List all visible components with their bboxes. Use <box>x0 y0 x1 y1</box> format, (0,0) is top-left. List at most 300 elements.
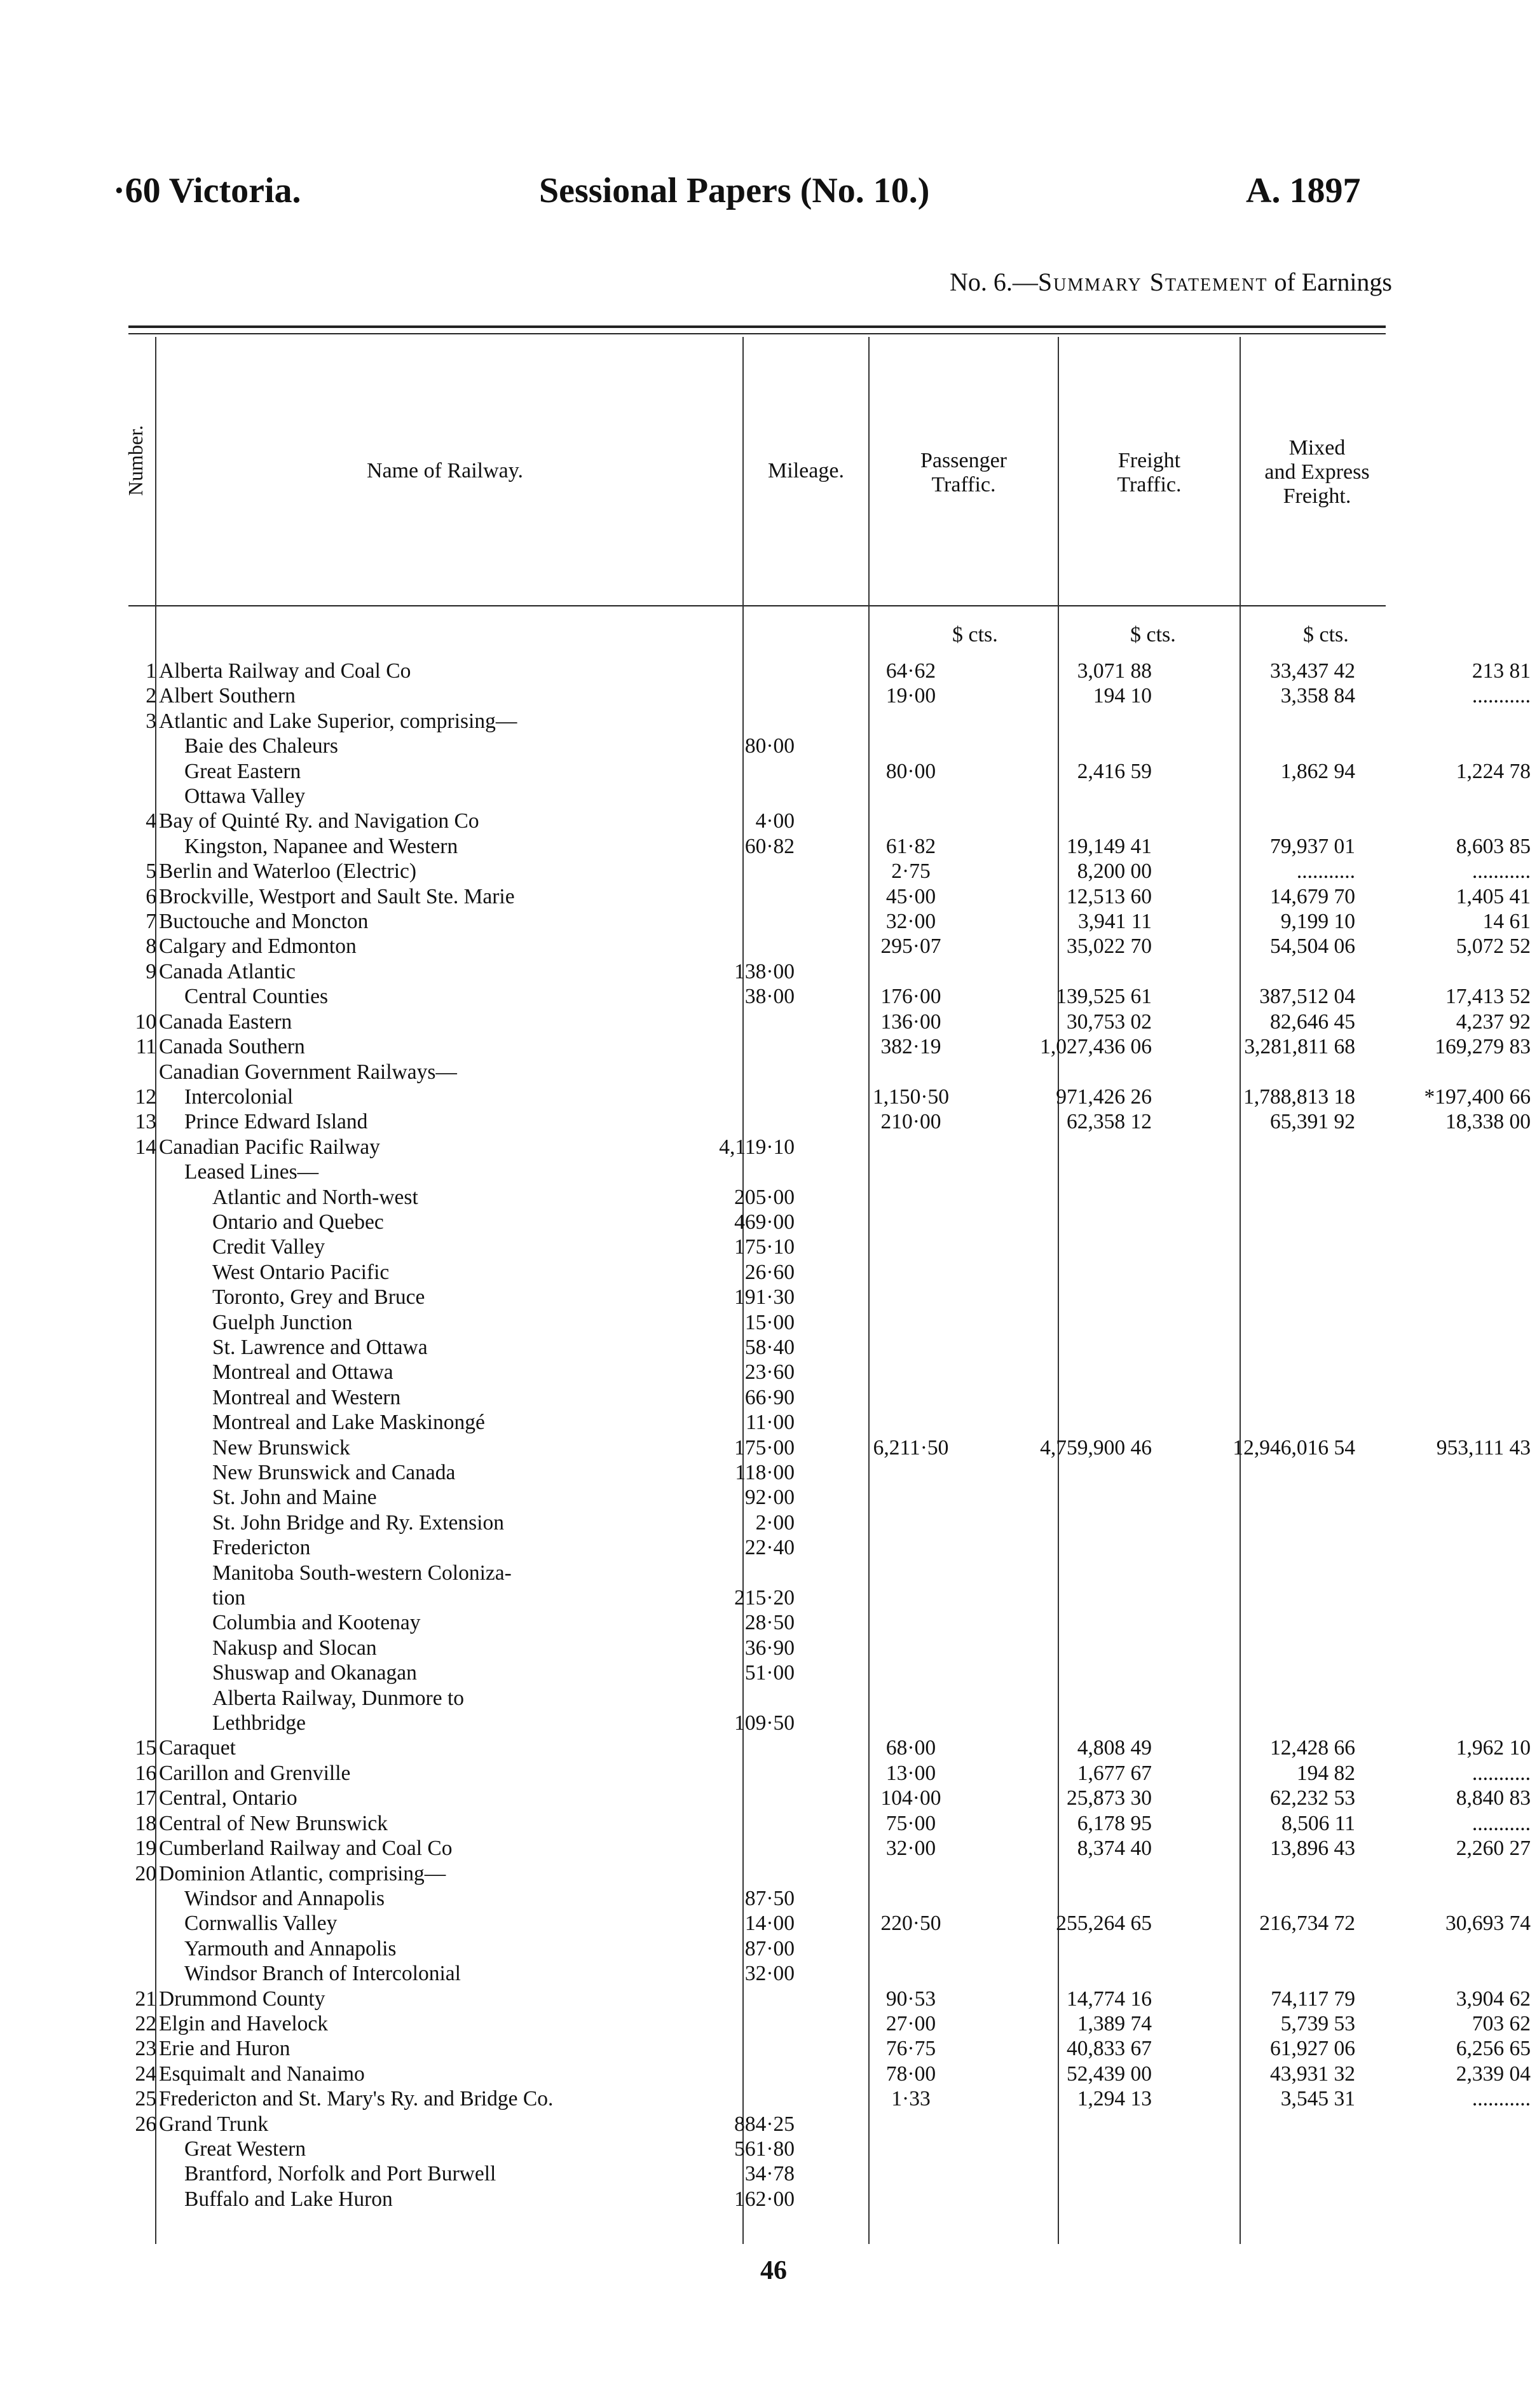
railway-name-cell <box>159 1360 854 1385</box>
row-number <box>114 1235 159 1259</box>
sub-mileage: 109·50 <box>734 1711 795 1735</box>
row-number: 25 <box>135 2087 156 2111</box>
passenger-cell <box>967 1936 1171 1961</box>
railway-name-cell <box>159 1485 854 1510</box>
mixed-header-line2: and Express <box>1264 460 1370 484</box>
passenger-cell: 971,426 26 <box>1056 1084 1152 1109</box>
mileage-cell <box>854 1510 967 1535</box>
railway-name: Elgin and Havelock <box>159 2011 329 2035</box>
railway-name-cell <box>159 1235 854 1259</box>
railway-name: New Brunswick <box>212 1435 350 1460</box>
railway-name-wrap <box>184 1936 820 1961</box>
mixed-cell <box>1374 2187 1531 2212</box>
railway-name-cell <box>159 1585 854 1610</box>
passenger-cell: 1,294 13 <box>1077 2087 1152 2111</box>
passenger-cell <box>967 2161 1171 2186</box>
passenger-cell: 6,178 95 <box>1077 1811 1152 1835</box>
mixed-cell: 17,413 52 <box>1445 985 1531 1009</box>
sub-mileage: 23·60 <box>744 1360 795 1385</box>
passenger-cell: 1,677 67 <box>1077 1761 1152 1785</box>
mixed-cell <box>1374 1686 1531 1711</box>
mixed-cell: 953,111 43 <box>1436 1435 1531 1460</box>
mixed-cell: 8,840 83 <box>1456 1786 1531 1810</box>
freight-cell: 54,504 06 <box>1270 934 1355 959</box>
table-row <box>114 1235 1531 1259</box>
railway-name: Prince Edward Island <box>184 1110 368 1134</box>
mixed-cell: 14 61 <box>1482 910 1531 934</box>
mileage-cell: 13·00 <box>885 1761 936 1785</box>
passenger-cell: 12,513 60 <box>1067 884 1152 908</box>
mileage-cell <box>854 1535 967 1560</box>
freight-cell <box>1171 2137 1374 2161</box>
row-number <box>114 1711 159 1735</box>
freight-cell: 3,281,811 68 <box>1244 1035 1355 1059</box>
passenger-cell <box>967 1060 1171 1084</box>
mileage-cell: 75·00 <box>885 1811 936 1835</box>
railway-name: Yarmouth and Annapolis <box>184 1936 397 1960</box>
freight-cell <box>1171 1285 1374 1310</box>
railway-name: Canada Southern <box>159 1035 305 1059</box>
freight-cell <box>1171 1385 1374 1410</box>
railway-name-wrap <box>212 1410 848 1435</box>
railway-name-cell <box>159 1610 854 1635</box>
mileage-cell <box>854 2161 967 2186</box>
mixed-cell <box>1374 2137 1531 2161</box>
sub-mileage: 191·30 <box>734 1285 795 1310</box>
passenger-cell <box>967 1385 1171 1410</box>
table-row <box>114 1911 1531 1936</box>
railway-name-cell <box>159 1460 854 1485</box>
railway-name-wrap <box>184 1911 820 1936</box>
table-row <box>114 1836 1531 1861</box>
table-row <box>114 2137 1531 2161</box>
row-number <box>114 1936 159 1961</box>
row-number: 20 <box>135 1861 156 1885</box>
row-number <box>114 1360 159 1385</box>
railway-name: Credit Valley <box>212 1235 325 1259</box>
mixed-cell <box>1374 1510 1531 1535</box>
passenger-cell <box>967 1135 1171 1160</box>
sub-mileage: 51·00 <box>744 1661 795 1685</box>
mixed-cell <box>1374 1535 1531 1560</box>
mileage-cell <box>854 1135 967 1160</box>
freight-cell <box>1171 809 1374 833</box>
freight-header-line2: Traffic. <box>1117 473 1182 496</box>
freight-cell <box>1171 2112 1374 2137</box>
railway-name-wrap <box>159 884 795 909</box>
freight-cell <box>1171 1235 1374 1259</box>
row-number <box>114 1686 159 1711</box>
railway-name-cell <box>159 1385 854 1410</box>
railway-name-wrap <box>159 1735 795 1760</box>
mixed-cell <box>1374 1610 1531 1635</box>
mileage-cell: 176·00 <box>880 985 941 1009</box>
railway-name-cell <box>159 1310 854 1335</box>
railway-name-wrap <box>212 1335 848 1360</box>
passenger-cell <box>967 2137 1171 2161</box>
table-row <box>114 1561 1531 1585</box>
passenger-cell <box>967 2187 1171 2212</box>
railway-name-wrap <box>184 984 820 1009</box>
railway-name: Calgary and Edmonton <box>159 934 357 959</box>
mileage-cell <box>854 1060 967 1084</box>
railway-name-wrap <box>159 859 795 884</box>
sub-mileage: 561·80 <box>734 2137 795 2161</box>
mileage-cell <box>854 1260 967 1285</box>
railway-name-cell <box>159 2086 854 2111</box>
row-number: 5 <box>146 859 156 884</box>
table-row <box>114 1610 1531 1635</box>
freight-cell <box>1171 2187 1374 2212</box>
railway-name-wrap <box>212 1310 848 1335</box>
railway-name: Alberta Railway, Dunmore to <box>212 1686 464 1710</box>
sub-mileage: 60·82 <box>744 834 795 858</box>
railway-name-cell <box>159 859 854 884</box>
mileage-cell: 90·53 <box>885 1987 936 2011</box>
passenger-cell <box>967 959 1171 984</box>
row-number <box>114 2161 159 2186</box>
mixed-cell: 5,072 52 <box>1456 934 1531 959</box>
passenger-cell: 194 10 <box>1093 684 1152 708</box>
sub-mileage: 80·00 <box>744 734 795 758</box>
passenger-cell <box>967 1686 1171 1711</box>
row-number <box>114 1310 159 1335</box>
row-number <box>114 1585 159 1610</box>
railway-name: Montreal and Lake Maskinongé <box>212 1411 485 1435</box>
passenger-cell <box>967 1561 1171 1585</box>
mileage-cell <box>854 2187 967 2212</box>
railway-name: Lethbridge <box>212 1711 306 1735</box>
table-row <box>114 759 1531 784</box>
table-row <box>114 1961 1531 1986</box>
mileage-cell: 61·82 <box>885 834 936 858</box>
passenger-cell <box>967 1535 1171 1560</box>
railway-name: Canada Eastern <box>159 1009 292 1034</box>
row-number: 24 <box>135 2062 156 2086</box>
sub-mileage: 2·00 <box>755 1510 795 1535</box>
railway-name-wrap <box>159 659 795 683</box>
freight-cell <box>1171 1185 1374 1210</box>
railway-name-wrap <box>184 2161 820 2186</box>
row-number: 23 <box>135 2037 156 2061</box>
passenger-cell: 30,753 02 <box>1067 1009 1152 1034</box>
railway-name-cell <box>159 759 854 784</box>
passenger-cell <box>967 1185 1171 1210</box>
mixed-cell <box>1374 1385 1531 1410</box>
railway-name-wrap <box>159 934 795 959</box>
row-number: 7 <box>146 910 156 934</box>
mixed-cell <box>1374 1160 1531 1184</box>
freight-cell: 1,788,813 18 <box>1243 1084 1355 1109</box>
passenger-cell <box>967 809 1171 833</box>
railway-name-wrap <box>159 909 795 934</box>
railway-name-wrap <box>159 2036 795 2061</box>
row-number <box>114 1535 159 1560</box>
passenger-header-line1: Passenger <box>920 449 1007 472</box>
freight-cell <box>1171 1936 1374 1961</box>
table-row <box>114 1410 1531 1435</box>
mileage-cell <box>854 959 967 984</box>
table-row <box>114 909 1531 934</box>
mixed-cell <box>1374 1410 1531 1435</box>
mixed-cell <box>1374 1210 1531 1235</box>
freight-cell: 65,391 92 <box>1270 1110 1355 1134</box>
railway-name-wrap <box>212 1610 848 1635</box>
railway-name-wrap <box>159 2112 795 2137</box>
row-number: 3 <box>146 709 156 733</box>
railway-name-wrap <box>184 834 820 859</box>
table-row <box>114 1060 1531 1084</box>
table-row <box>114 1686 1531 1711</box>
row-number <box>114 1460 159 1485</box>
mileage-cell: 19·00 <box>885 684 936 708</box>
sub-mileage: 4·00 <box>755 809 795 833</box>
table-title <box>950 267 1392 297</box>
railway-name-wrap <box>212 1185 848 1210</box>
row-number: 1 <box>146 659 156 683</box>
mixed-cell <box>1374 1235 1531 1259</box>
railway-name-cell <box>159 1135 854 1160</box>
freight-cell <box>1171 734 1374 758</box>
railway-name-cell <box>159 2036 854 2061</box>
row-number: 15 <box>135 1736 156 1760</box>
mileage-cell: 76·75 <box>885 2037 936 2061</box>
passenger-cell <box>967 1610 1171 1635</box>
row-number <box>114 834 159 859</box>
table-row <box>114 2112 1531 2137</box>
mileage-column-header: Mileage. <box>768 459 844 482</box>
freight-column-header <box>1059 449 1240 497</box>
railway-name-wrap <box>184 2137 820 2161</box>
mixed-cell: 8,603 85 <box>1456 834 1531 858</box>
row-number <box>114 1485 159 1510</box>
table-row <box>114 934 1531 959</box>
sub-mileage: 66·90 <box>744 1385 795 1409</box>
mixed-cell: 4,237 92 <box>1456 1009 1531 1034</box>
row-number: 26 <box>135 2112 156 2136</box>
freight-cell: 387,512 04 <box>1259 985 1355 1009</box>
railway-name-wrap <box>184 734 820 758</box>
mileage-cell: 210·00 <box>880 1110 941 1134</box>
table-row <box>114 1510 1531 1535</box>
freight-cell <box>1171 1310 1374 1335</box>
freight-cell: 1,862 94 <box>1280 759 1355 783</box>
passenger-cell <box>967 1310 1171 1335</box>
mixed-cell <box>1374 1260 1531 1285</box>
railway-name: Shuswap and Okanagan <box>212 1661 417 1685</box>
railway-name: St. John and Maine <box>212 1486 377 1510</box>
freight-cell <box>1171 1686 1374 1711</box>
table-row <box>114 1135 1531 1160</box>
table-row <box>114 2187 1531 2212</box>
row-number <box>114 2187 159 2212</box>
railway-name: Grand Trunk <box>159 2112 269 2136</box>
railway-name: Great Western <box>184 2137 306 2161</box>
freight-cell <box>1171 709 1374 734</box>
railway-name-cell <box>159 1435 854 1460</box>
mileage-cell <box>854 1185 967 1210</box>
mileage-cell: 68·00 <box>885 1736 936 1760</box>
passenger-cell: 1,389 74 <box>1077 2011 1152 2035</box>
railway-name: Bay of Quinté Ry. and Navigation Co <box>159 809 479 833</box>
mixed-cell: ........... <box>1472 1811 1531 1835</box>
table-row <box>114 1185 1531 1210</box>
sub-mileage: 469·00 <box>734 1210 795 1234</box>
row-number <box>114 1911 159 1936</box>
railway-name-wrap <box>159 1987 795 2011</box>
passenger-cell <box>967 1360 1171 1385</box>
railway-name-cell <box>159 1260 854 1285</box>
railway-name-cell <box>159 1686 854 1711</box>
mileage-cell: 295·07 <box>880 934 941 959</box>
railway-name: Central of New Brunswick <box>159 1811 388 1835</box>
railway-name: St. Lawrence and Ottawa <box>212 1335 428 1359</box>
railway-name: Berlin and Waterloo (Electric) <box>159 859 417 884</box>
mixed-cell <box>1374 2161 1531 2186</box>
mileage-cell <box>854 2137 967 2161</box>
table-row <box>114 2036 1531 2061</box>
sub-mileage: 22·40 <box>744 1536 795 1560</box>
railway-name-cell <box>159 2137 854 2161</box>
mileage-cell <box>854 1711 967 1735</box>
passenger-cell <box>967 709 1171 734</box>
railway-name-wrap <box>212 1235 848 1259</box>
passenger-cell <box>967 1410 1171 1435</box>
table-row <box>114 1260 1531 1285</box>
table-row <box>114 834 1531 859</box>
row-number <box>114 759 159 784</box>
table-row <box>114 1084 1531 1109</box>
railway-name-wrap <box>212 1360 848 1385</box>
mixed-cell <box>1374 1961 1531 1986</box>
freight-cell <box>1171 1135 1374 1160</box>
mixed-cell <box>1374 734 1531 758</box>
freight-cell: 9,199 10 <box>1280 910 1355 934</box>
railway-name: St. John Bridge and Ry. Extension <box>212 1510 504 1535</box>
freight-cell <box>1171 1485 1374 1510</box>
passenger-column-header <box>870 449 1058 497</box>
railway-name-wrap <box>212 1636 848 1660</box>
table-row <box>114 1660 1531 1685</box>
mixed-column-header <box>1241 436 1393 509</box>
railway-name: Central Counties <box>184 985 329 1009</box>
row-number <box>114 1260 159 1285</box>
railway-name: Windsor Branch of Intercolonial <box>184 1962 461 1986</box>
row-number <box>114 734 159 758</box>
railway-name: Caraquet <box>159 1736 236 1760</box>
railway-name-wrap <box>212 1435 848 1460</box>
mixed-cell: 1,224 78 <box>1456 759 1531 783</box>
mileage-cell <box>854 1210 967 1235</box>
row-number: 8 <box>146 934 156 959</box>
passenger-cell: 35,022 70 <box>1067 934 1152 959</box>
railway-name-cell <box>159 1160 854 1184</box>
table-row <box>114 1711 1531 1735</box>
railway-name-wrap <box>159 1761 795 1786</box>
mixed-cell <box>1374 1585 1531 1610</box>
railway-name: Brockville, Westport and Sault Ste. Marie <box>159 884 515 908</box>
table-row <box>114 1811 1531 1836</box>
passenger-cell: 139,525 61 <box>1056 985 1152 1009</box>
mileage-cell <box>854 1410 967 1435</box>
freight-cell: 14,679 70 <box>1270 884 1355 908</box>
passenger-cell: 3,071 88 <box>1077 659 1152 683</box>
railway-name: Dominion Atlantic, comprising— <box>159 1861 446 1885</box>
table-row <box>114 659 1531 683</box>
freight-cell: 216,734 72 <box>1259 1912 1355 1936</box>
railway-name-wrap <box>159 709 795 734</box>
sub-mileage: 92·00 <box>744 1486 795 1510</box>
table-row <box>114 784 1531 809</box>
table-row <box>114 1385 1531 1410</box>
sub-mileage: 38·00 <box>744 985 795 1009</box>
sub-mileage: 215·20 <box>734 1586 795 1610</box>
railway-name-wrap <box>159 1135 795 1160</box>
railway-name-wrap <box>212 1285 848 1310</box>
railway-name: Windsor and Annapolis <box>184 1886 385 1910</box>
mileage-cell <box>854 1335 967 1360</box>
freight-cell: 13,896 43 <box>1270 1837 1355 1861</box>
passenger-cell: 8,200 00 <box>1077 859 1152 884</box>
mixed-cell: 30,693 74 <box>1445 1912 1531 1936</box>
passenger-header-line2: Traffic. <box>931 473 996 496</box>
freight-cell: 12,946,016 54 <box>1233 1435 1355 1460</box>
row-number: 22 <box>135 2011 156 2035</box>
freight-cell: ........... <box>1296 859 1355 884</box>
mixed-cell <box>1374 1936 1531 1961</box>
row-number <box>114 1510 159 1535</box>
passenger-cell <box>967 1460 1171 1485</box>
railway-name-cell <box>159 1987 854 2011</box>
railway-name-wrap <box>159 2086 795 2111</box>
railway-name-cell <box>159 1185 854 1210</box>
railway-name-wrap <box>212 1585 848 1610</box>
freight-cell: 82,646 45 <box>1270 1009 1355 1034</box>
mixed-cell <box>1374 1185 1531 1210</box>
railway-name: Leased Lines— <box>184 1160 319 1184</box>
railway-name-wrap <box>184 1961 820 1986</box>
railway-name-wrap <box>159 2011 795 2036</box>
passenger-cell <box>967 1485 1171 1510</box>
row-number <box>114 1160 159 1184</box>
railway-name: Alberta Railway and Coal Co <box>159 659 411 683</box>
table-row <box>114 1485 1531 1510</box>
railway-name-cell <box>159 1561 854 1585</box>
mixed-cell <box>1374 1135 1531 1160</box>
mileage-cell: 104·00 <box>880 1786 941 1810</box>
railway-name: Erie and Huron <box>159 2037 290 2061</box>
table-row <box>114 709 1531 734</box>
mileage-cell <box>854 1310 967 1335</box>
mixed-cell <box>1374 709 1531 734</box>
freight-cell <box>1171 784 1374 809</box>
freight-cell: 33,437 42 <box>1270 659 1355 683</box>
mileage-cell: 1,150·50 <box>872 1084 950 1109</box>
passenger-cell <box>967 2112 1171 2137</box>
table-row <box>114 1310 1531 1335</box>
top-rule-thin <box>128 333 1386 334</box>
mixed-header-line1: Mixed <box>1288 436 1346 460</box>
table-row <box>114 2062 1531 2086</box>
railway-name: Montreal and Ottawa <box>212 1360 393 1385</box>
table-row <box>114 1987 1531 2011</box>
freight-cell: 12,428 66 <box>1270 1736 1355 1760</box>
railway-name-cell <box>159 1009 854 1034</box>
sub-mileage: 118·00 <box>735 1461 795 1484</box>
freight-cell <box>1171 1535 1374 1560</box>
earnings-table <box>114 659 1531 2212</box>
passenger-cell <box>967 1510 1171 1535</box>
